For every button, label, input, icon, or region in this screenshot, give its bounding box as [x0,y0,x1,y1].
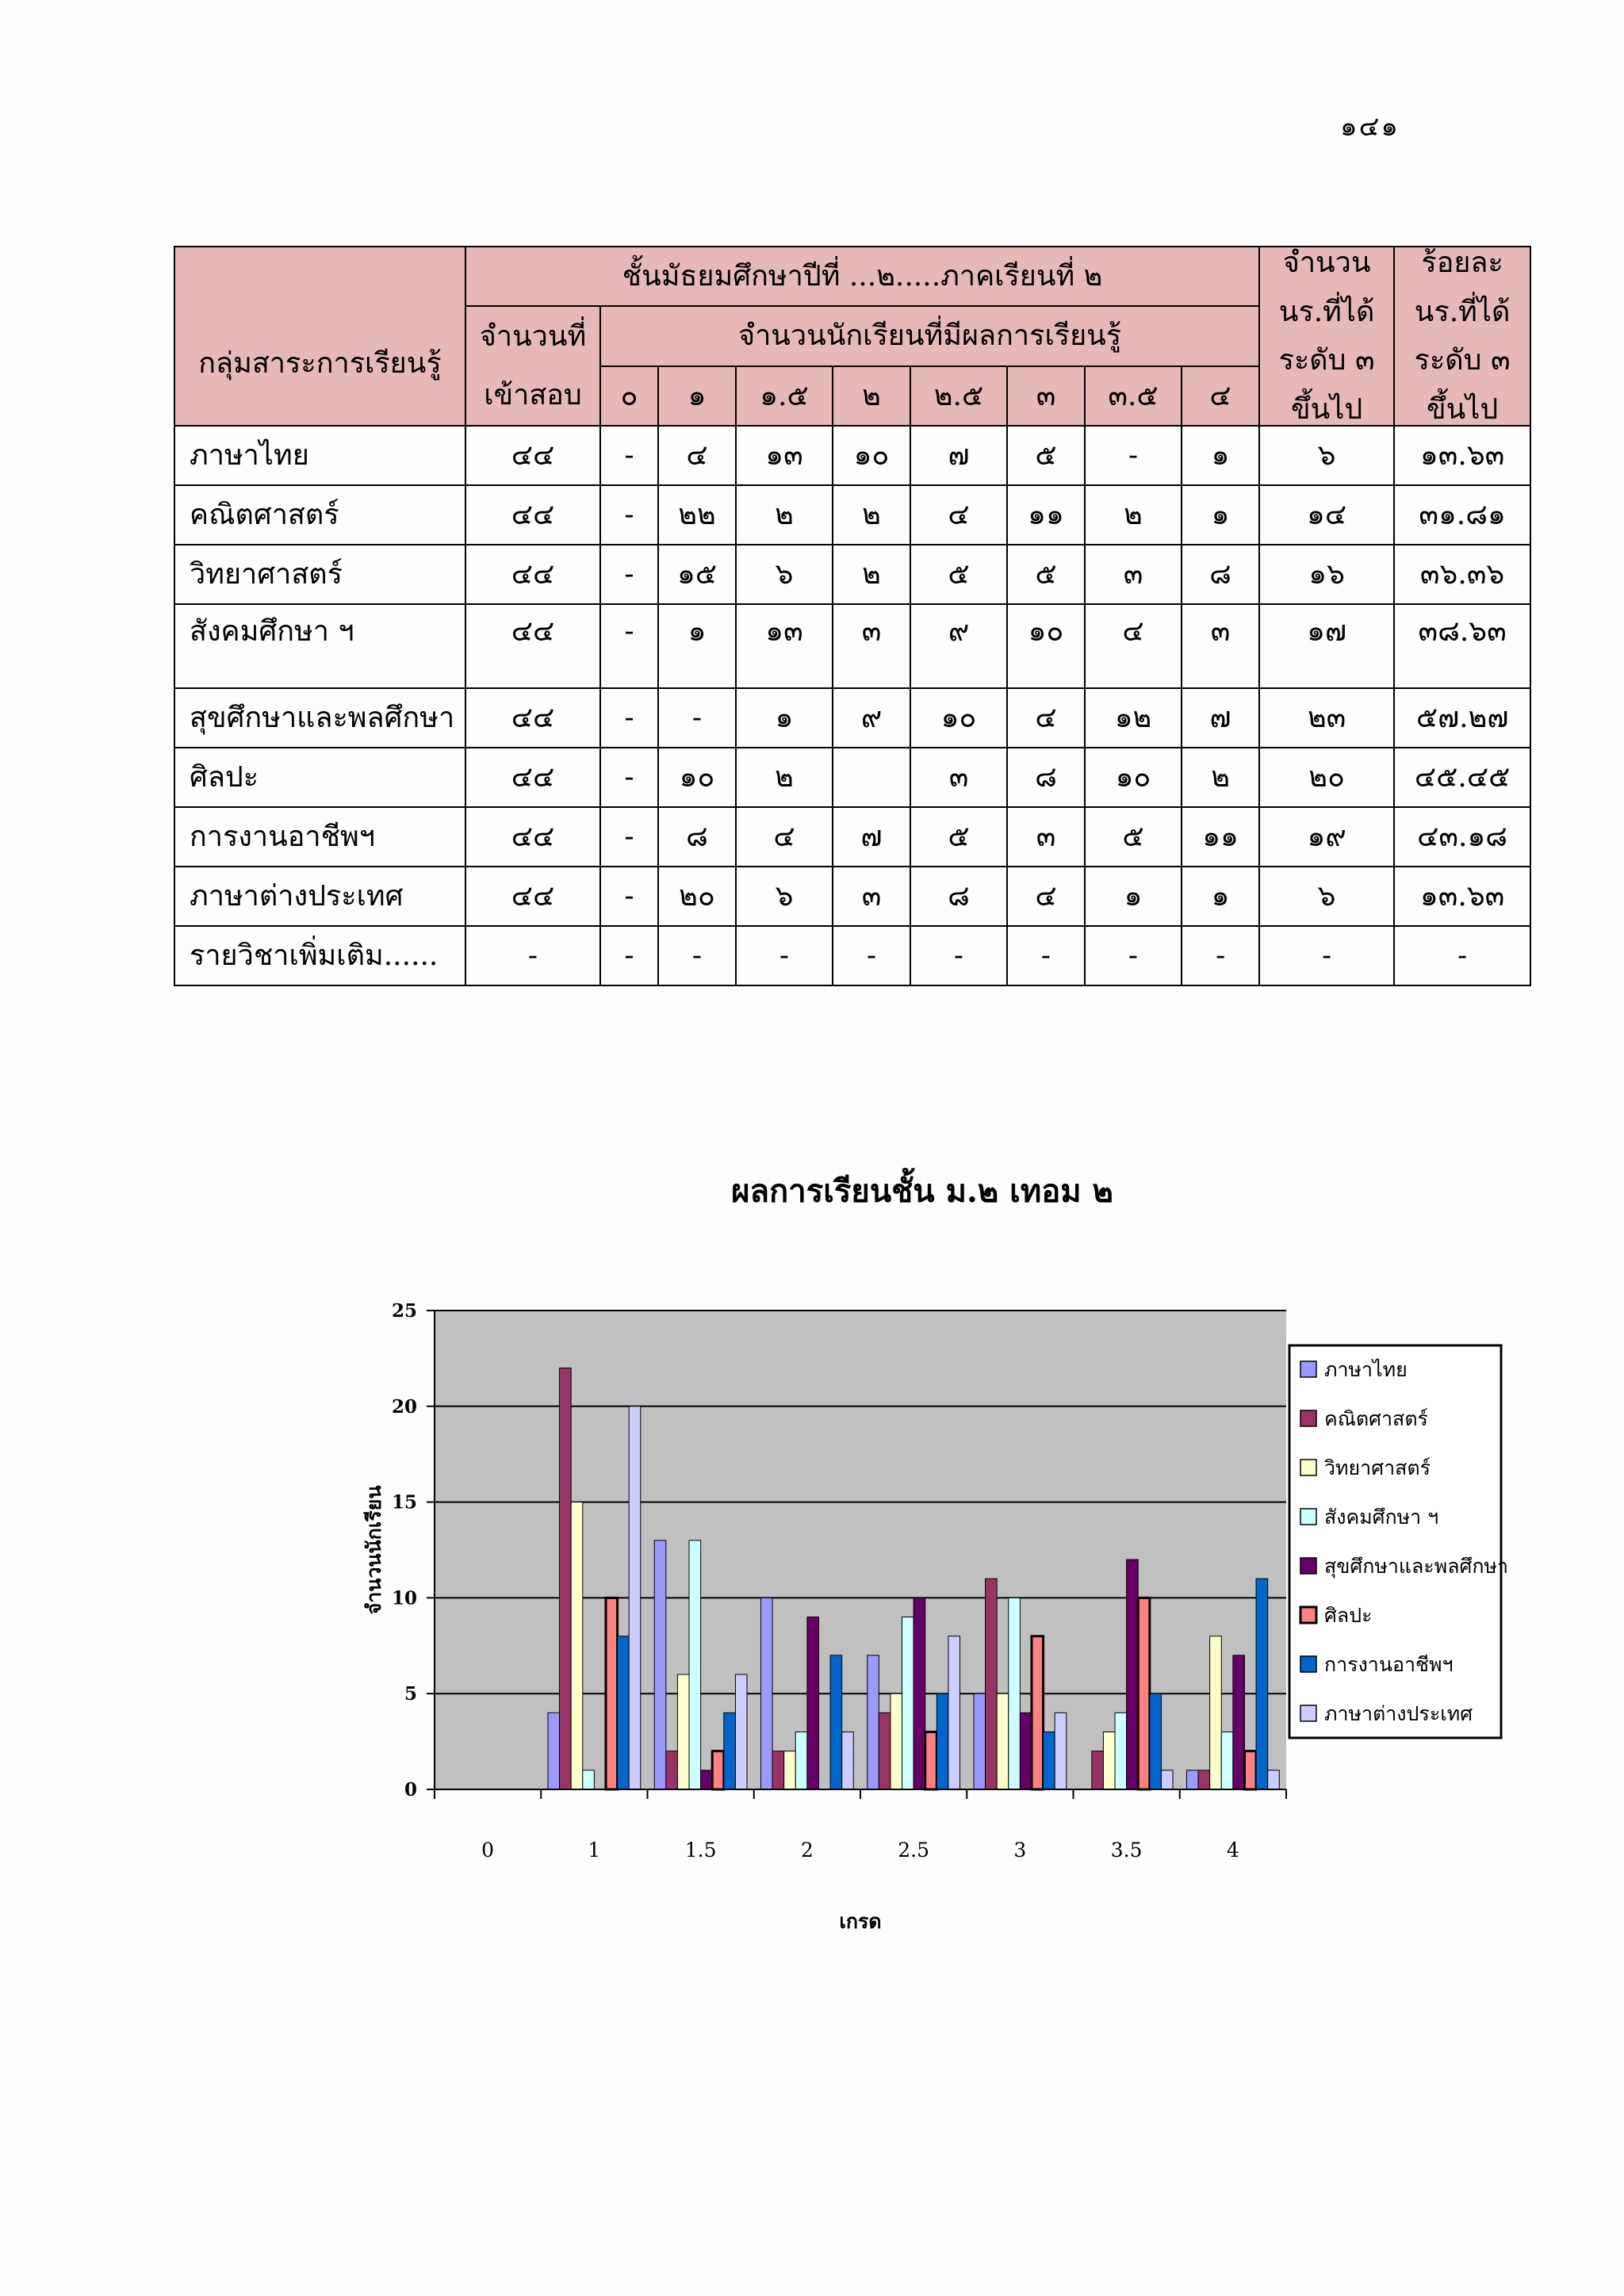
legend-swatch [1300,1361,1316,1377]
value-cell: ๒ [736,748,833,807]
bar [666,1751,678,1789]
value-cell: ๕ [910,545,1007,604]
value-cell: ๒ [1085,485,1182,545]
legend-label: สังคมศึกษา ฯ [1324,1506,1439,1529]
bar [1127,1559,1139,1789]
value-cell: - [600,604,658,688]
value-cell: ๙ [833,688,910,748]
value-cell: ๑๓.๖๓ [1394,867,1530,926]
bar [948,1636,960,1789]
y-tick-label: 0 [404,1779,417,1800]
y-axis-label: จำนวนนักเรียน [362,1485,385,1615]
value-cell: - [910,926,1007,985]
bar [1044,1732,1055,1789]
grade-header: ๑ [658,366,736,426]
value-cell: ๔๔ [465,807,600,867]
bar [807,1617,819,1789]
value-cell: ๔ [910,485,1007,545]
value-cell: - [600,545,658,604]
legend-swatch [1300,1509,1316,1525]
value-cell: ๑๐ [1085,748,1182,807]
value-cell: ๓๑.๘๑ [1394,485,1530,545]
value-cell: ๑๖ [1259,545,1394,604]
value-cell: ๔ [736,807,833,867]
value-cell: ๔๔ [465,867,600,926]
legend-label: ศิลปะ [1324,1604,1373,1627]
subject-cell: รายวิชาเพิ่มเติม...... [174,926,465,985]
bar [548,1712,560,1789]
grade-header: ๑.๕ [736,366,833,426]
value-cell: - [736,926,833,985]
value-cell: - [600,426,658,485]
bar [1256,1578,1268,1789]
value-cell: ๑๐ [910,688,1007,748]
legend-swatch [1300,1460,1316,1475]
value-cell: ๒๐ [658,867,736,926]
value-cell: ๗ [833,807,910,867]
value-cell: ๒ [833,545,910,604]
bar [1198,1770,1210,1789]
legend-label: คณิตศาสตร์ [1324,1407,1428,1430]
value-cell: - [1182,926,1259,985]
bar [784,1751,796,1789]
value-cell: ๑ [658,604,736,688]
value-cell: ๖ [1259,867,1394,926]
value-cell: ๑๓.๖๓ [1394,426,1530,485]
bar [712,1751,724,1789]
bar [1103,1732,1115,1789]
value-cell: ๑ [736,688,833,748]
value-cell: - [600,926,658,985]
bar [1032,1636,1044,1789]
value-cell: ๒๒ [658,485,736,545]
value-cell: ๔ [658,426,736,485]
bar [1115,1712,1127,1789]
value-cell: ๑๓ [736,426,833,485]
value-cell: ๑๑ [1007,485,1085,545]
legend-swatch [1300,1558,1316,1574]
subject-cell: ศิลปะ [174,748,465,807]
grade-header: ๐ [600,366,658,426]
y-tick-label: 15 [391,1491,417,1513]
grade-header: ๓ [1007,366,1085,426]
legend-swatch [1300,1607,1316,1623]
bar [560,1368,572,1789]
y-tick-label: 10 [391,1587,417,1609]
page-number: ๑๔๑ [1340,111,1400,143]
bar [936,1693,948,1789]
value-cell: ๕ [1007,426,1085,485]
bar [1150,1693,1162,1789]
bar [772,1751,784,1789]
x-tick-label: 4 [1226,1839,1239,1862]
legend-box [1289,1345,1501,1738]
bar [1210,1636,1222,1789]
value-cell: ๒ [1182,748,1259,807]
bar [1161,1770,1173,1789]
bar [1186,1770,1198,1789]
value-cell: ๔๔ [465,748,600,807]
y-tick-label: 5 [404,1683,417,1705]
bar [571,1502,583,1789]
value-cell: ๑๔ [1259,485,1394,545]
subject-cell: สุขศึกษาและพลศึกษา [174,688,465,748]
legend-label: ภาษาต่างประเทศ [1324,1702,1473,1725]
value-cell: ๑๕ [658,545,736,604]
value-cell: ๑๗ [1259,604,1394,688]
y-tick-label: 20 [391,1395,417,1418]
bar [1020,1712,1032,1789]
bar [760,1598,772,1789]
value-cell: ๕ [1007,545,1085,604]
value-cell: ๑ [1182,867,1259,926]
value-cell: ๔๓.๑๘ [1394,807,1530,867]
subject-cell: คณิตศาสตร์ [174,485,465,545]
bar [618,1636,630,1789]
legend-label: ภาษาไทย [1324,1358,1408,1381]
subject-cell: การงานอาชีพฯ [174,807,465,867]
x-tick-label: 3.5 [1110,1839,1143,1862]
value-cell: ๑ [1182,485,1259,545]
value-cell: ๒๓ [1259,688,1394,748]
bar [868,1655,879,1789]
bar [677,1674,689,1789]
value-cell: ๕ [1085,807,1182,867]
x-tick-label: 0 [481,1839,495,1862]
bar [701,1770,713,1789]
value-cell: ๔ [1007,688,1085,748]
value-cell: ๓๘.๖๓ [1394,604,1530,688]
value-cell: ๓ [1182,604,1259,688]
bar [830,1655,842,1789]
value-cell: ๓ [1007,807,1085,867]
legend-swatch [1300,1656,1316,1672]
bar [1233,1655,1245,1789]
value-cell: ๑๓ [736,604,833,688]
subject-header: กลุ่มสาระการเรียนรู้ [174,247,465,426]
value-cell: ๒๐ [1259,748,1394,807]
value-cell: ๑๒ [1085,688,1182,748]
y-ticks [392,1300,435,1800]
x-tick-label: 2 [800,1839,814,1862]
bar [689,1540,701,1789]
legend-swatch [1300,1705,1316,1721]
value-cell: - [1259,926,1394,985]
value-cell: ๙ [910,604,1007,688]
value-cell: ๖ [736,867,833,926]
value-cell: ๖ [736,545,833,604]
bar [1055,1712,1067,1789]
subject-cell: วิทยาศาสตร์ [174,545,465,604]
value-cell: ๑๑ [1182,807,1259,867]
value-cell: ๕๗.๒๗ [1394,688,1530,748]
value-cell: ๑ [1182,426,1259,485]
value-cell: ๘ [658,807,736,867]
bar [842,1732,854,1789]
value-cell: - [1085,926,1182,985]
bar [925,1732,937,1789]
value-cell: ๓ [833,604,910,688]
value-cell: ๔๔ [465,426,600,485]
x-tick-label: 1 [588,1839,601,1862]
bar [724,1712,736,1789]
legend-label: วิทยาศาสตร์ [1324,1456,1431,1479]
value-cell: ๑๐ [658,748,736,807]
tested-header: จำนวนที่ เข้าสอบ [465,306,600,426]
legend-label: สุขศึกษาและพลศึกษา [1324,1555,1509,1578]
value-cell: - [1085,426,1182,485]
x-tick-label: 3 [1013,1839,1027,1862]
value-cell: ๘ [1182,545,1259,604]
chart-title: ผลการเรียนชั้น ม.๒ เทอม ๒ [731,1173,1113,1210]
legend [1289,1345,1508,1738]
value-cell: ๕ [910,807,1007,867]
bar [891,1693,902,1789]
bar [974,1693,986,1789]
value-cell: ๔๔ [465,485,600,545]
value-cell: ๔๔ [465,688,600,748]
value-cell: ๖ [1259,426,1394,485]
value-cell: ๒ [833,485,910,545]
value-cell: - [600,485,658,545]
value-cell: ๑๐ [1007,604,1085,688]
bar [1221,1732,1233,1789]
value-cell: - [600,807,658,867]
value-cell: ๒ [736,485,833,545]
bar [1138,1598,1150,1789]
grade-header: ๒ [833,366,910,426]
bar [902,1617,914,1789]
value-cell: - [658,688,736,748]
bar [997,1693,1009,1789]
bar [1092,1751,1104,1789]
bar [1268,1770,1280,1789]
bar [629,1406,641,1789]
x-tick-label: 2.5 [898,1839,930,1862]
value-cell: ๔๔ [465,604,600,688]
value-cell: ๓๖.๓๖ [1394,545,1530,604]
grade-header: ๒.๕ [910,366,1007,426]
bar [1244,1751,1256,1789]
legend-swatch [1300,1410,1316,1426]
percent-header: ร้อยละ นร.ที่ได้ ระดับ ๓ ขึ้นไป [1394,247,1530,426]
subject-cell: ภาษาไทย [174,426,465,485]
value-cell: ๔ [1007,867,1085,926]
value-cell: ๘ [1007,748,1085,807]
bar [986,1578,998,1789]
value-cell: - [1394,926,1530,985]
value-cell: ๓ [1085,545,1182,604]
bar [795,1732,807,1789]
level-header: ชั้นมัธยมศึกษาปีที่ ...๒.....ภาคเรียนที่ ๒ [465,247,1259,306]
legend-label: การงานอาชีพฯ [1324,1653,1454,1676]
value-cell: ๑๐ [833,426,910,485]
count-header: จำนวน นร.ที่ได้ ระดับ ๓ ขึ้นไป [1259,247,1394,426]
x-axis-label: เกรด [839,1910,882,1933]
value-cell: ๔๔ [465,545,600,604]
value-cell: - [600,867,658,926]
value-cell: ๗ [910,426,1007,485]
value-cell: ๔ [1085,604,1182,688]
value-cell: - [600,688,658,748]
value-cell: - [658,926,736,985]
x-ticks [435,1789,1286,1862]
x-tick-label: 1.5 [684,1839,717,1862]
value-cell: ๓ [910,748,1007,807]
value-cell: - [1007,926,1085,985]
subject-cell: ภาษาต่างประเทศ [174,867,465,926]
y-tick-label: 25 [391,1300,417,1322]
students-header: จำนวนนักเรียนที่มีผลการเรียนรู้ [600,306,1259,366]
grade-header: ๔ [1182,366,1259,426]
value-cell: ๑ [1085,867,1182,926]
value-cell: - [465,926,600,985]
grade-header: ๓.๕ [1085,366,1182,426]
value-cell: - [833,926,910,985]
value-cell: ๔๕.๔๕ [1394,748,1530,807]
bar [654,1540,666,1789]
subject-cell: สังคมศึกษา ฯ [174,604,465,688]
value-cell: ๑๙ [1259,807,1394,867]
value-cell: ๗ [1182,688,1259,748]
bar [1009,1598,1021,1789]
bar [583,1770,595,1789]
value-cell: ๘ [910,867,1007,926]
bar [606,1598,618,1789]
bar [735,1674,747,1789]
bar [914,1598,925,1789]
bar [879,1712,891,1789]
value-cell: - [600,748,658,807]
value-cell: ๓ [833,867,910,926]
